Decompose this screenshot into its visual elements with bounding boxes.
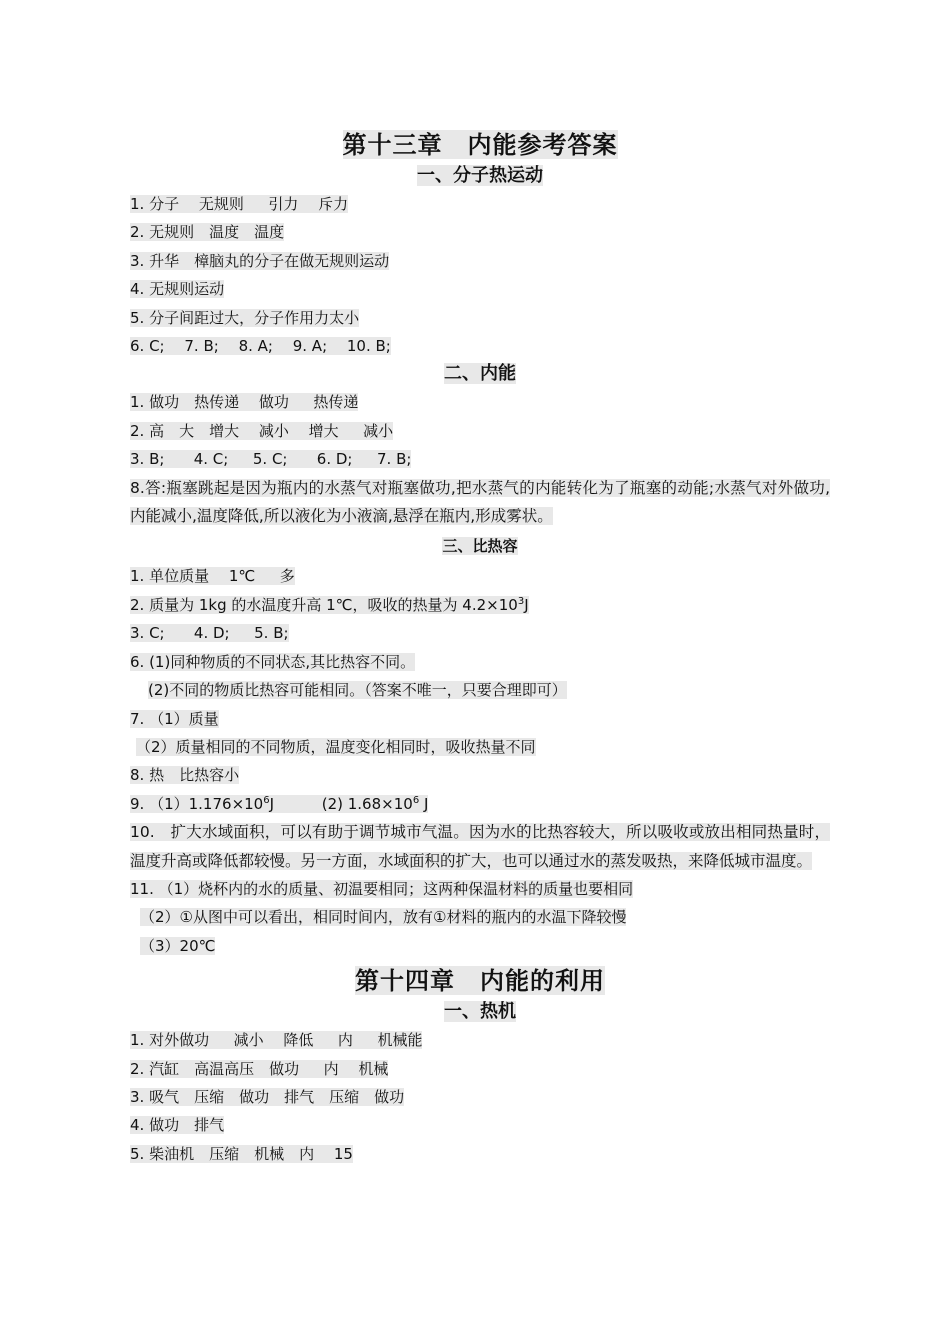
- answer-line: (2)不同的物质比热容可能相同。（答案不唯一，只要合理即可）: [148, 681, 567, 700]
- answer-line: （2）①从图中可以看出，相同时间内，放有①材料的瓶内的水温下降较慢: [140, 908, 627, 927]
- answer-line: 2. 质量为 1kg 的水温度升高 1℃，吸收的热量为 $4.2\times 10^3J$: [130, 595, 529, 614]
- answer-line: 1. 对外做功 减小 降低 内 机械能: [130, 1031, 423, 1050]
- answer-line: 3. B; 4. C; 5. C; 6. D; 7. B;: [130, 450, 412, 469]
- answer-line: 3. 吸气 压缩 做功 排气 压缩 做功: [130, 1087, 405, 1106]
- section-3-title: 三、比热容: [442, 537, 518, 556]
- answer-line: 5. 柴油机 压缩 机械 内 15: [130, 1144, 353, 1163]
- answer-line: 1. 分子 无规则 引力 斥力: [130, 195, 349, 213]
- chapter-14-title: [130, 964, 830, 998]
- answer-line: 4. 做功 排气: [130, 1116, 225, 1135]
- section-1-title: 一、分子热运动: [417, 165, 543, 186]
- answer-line: 8. 热 比热容小: [130, 766, 240, 785]
- answer-line: 7. （1）质量: [130, 709, 219, 728]
- section-2-title: 二、内能: [444, 363, 516, 385]
- answer-line: 3. 升华 樟脑丸的分子在做无规则运动: [130, 251, 390, 270]
- answer-line: 2. 汽缸 高温高压 做功 内 机械: [130, 1059, 389, 1078]
- answer-line: 4. 无规则运动: [130, 280, 225, 299]
- answer-line: 2. 高 大 增大 减小 增大 减小: [130, 421, 394, 440]
- section-heat-engine-title: 一、热机: [444, 1001, 516, 1023]
- answer-line: 2. 无规则 温度 温度: [130, 223, 285, 242]
- answer-paragraph-10: 10. 扩大水域面积，可以有助于调节城市气温。因为水的比热容较大，所以吸收或放出相同热量时，温度升高或降低都较慢。另一方面，水域面积的扩大，也可以通过水的蒸发吸热，来降低城市温度。: [130, 823, 830, 870]
- answer-document: [130, 128, 830, 1168]
- answer-line: 5. 分子间距过大，分子作用力太小: [130, 308, 360, 327]
- chapter-13-title-text: 第十三章 内能参考答案: [342, 130, 618, 159]
- answer-line: （3）20℃: [140, 936, 216, 955]
- answer-line: 9. $(1)1.176\times 10^6J$ (2) $1.68\times 10^6$ J: [130, 794, 429, 813]
- chapter-14-title-text: 第十四章 内能的利用: [355, 966, 605, 996]
- answer-line: 6. C; 7. B; 8. A; 9. A; 10. B;: [130, 337, 391, 356]
- answer-line: 1. 单位质量 1℃ 多: [130, 567, 295, 586]
- answer-line: 6. (1)同种物质的不同状态,其比热容不同。: [130, 652, 416, 671]
- answer-line: 11. （1）烧杯内的水的质量、初温要相同；这两种保温材料的质量也要相同: [130, 879, 634, 898]
- answer-line: 3. C; 4. D; 5. B;: [130, 624, 289, 643]
- answer-line: （2）质量相同的不同物质，温度变化相同时，吸收热量不同: [136, 737, 536, 756]
- answer-paragraph-8: 8.答:瓶塞跳起是因为瓶内的水蒸气对瓶塞做功,把水蒸气的内能转化为了瓶塞的动能;水蒸气对外做功,内能减小,温度降低,所以液化为小液滴,悬浮在瓶内,形成雾状。: [130, 478, 830, 526]
- chapter-13-title: [130, 128, 830, 162]
- answer-line: 1. 做功 热传递 做功 热传递: [130, 393, 359, 412]
